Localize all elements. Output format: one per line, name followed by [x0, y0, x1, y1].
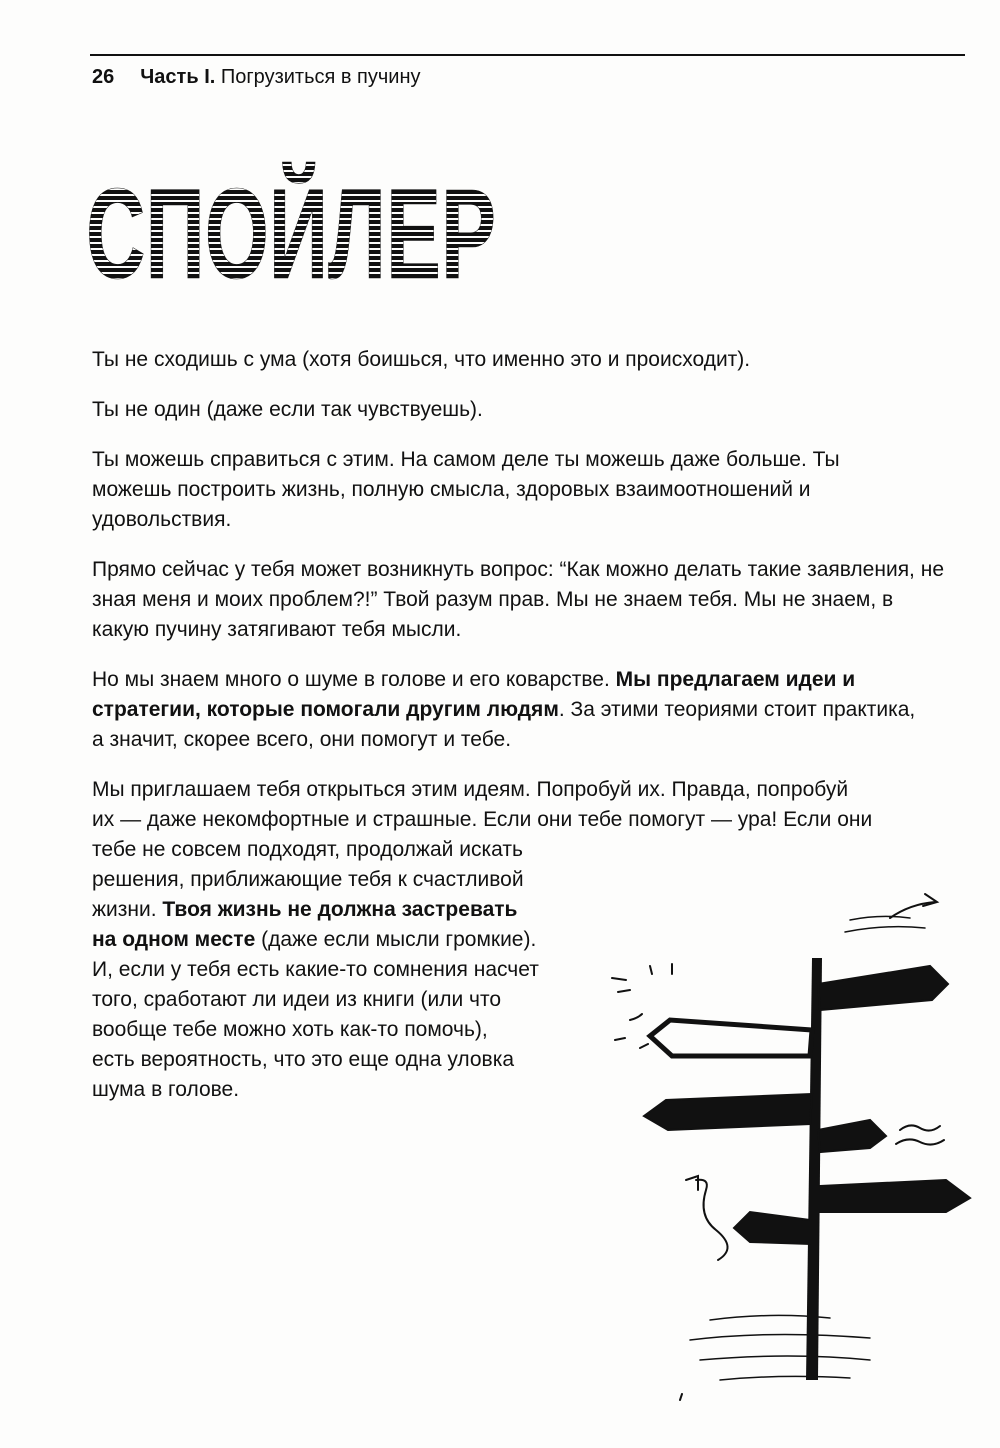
paragraph-6-bold-end: на одном месте	[92, 928, 256, 951]
paragraph-5-text-end: . За этими теориями стоит практика, а значит, скорее всего, они помогут и тебе.	[92, 698, 916, 751]
paragraph-3: Ты можешь справиться с этим. На самом деле ты можешь даже больше. Ты можешь построить жизнь, полную смысла, здоровых взаимоотношений и удовольствия.	[92, 448, 840, 531]
paragraph-6-line: тебе не совсем подходят, продолжай искать	[92, 838, 523, 861]
part-title: Погрузиться в пучину	[220, 66, 421, 88]
paragraph-6-text: жизни.	[92, 898, 163, 921]
chapter-title	[86, 148, 723, 306]
paragraph-6-line: их — даже некомфортные и страшные. Если они тебе помогут — ура! Если они	[92, 808, 873, 831]
paragraph-6-bold: Твоя жизнь не должна застревать	[162, 898, 518, 921]
paragraph-5	[92, 665, 922, 755]
paragraph-6-line: И, если у тебя есть какие-то сомнения насчет	[92, 958, 539, 981]
paragraph-6-line: того, сработают ли идеи из книги (или что	[92, 988, 502, 1011]
paragraph-4: Прямо сейчас у тебя может возникнуть вопрос: “Как можно делать такие заявления, не зная меня и моих проблем?!” Твой разум прав. Мы не знаем тебя. Мы не знаем, в какую пучину затягивают тебя мысли.	[92, 558, 945, 641]
running-head	[92, 64, 421, 90]
signpost-illustration	[600, 880, 1000, 1400]
paragraph-1: Ты не сходишь с ума (хотя боишься, что именно это и происходит).	[92, 348, 751, 371]
paragraph-6-line: Мы приглашаем тебя открыться этим идеям. Попробуй их. Правда, попробуй	[92, 778, 849, 801]
part-label: Часть I.	[140, 66, 216, 88]
paragraph-5-text: Но мы знаем много о шуме в голове и его коварстве.	[92, 668, 616, 691]
paragraph-6-text-end: (даже если мысли громкие).	[255, 928, 537, 951]
paragraph-5-bold: Мы предлагаем идеи и стратегии, которые помогали другим людям	[92, 668, 856, 721]
header-rule	[90, 54, 965, 56]
chapter-title-text: СПОЙЛЕР	[86, 163, 723, 306]
paragraph-6-line: шума в голове.	[92, 1078, 240, 1101]
paragraph-6-line: решения, приближающие тебя к счастливой	[92, 868, 524, 891]
paragraph-6-line: вообще тебе можно хоть как-то помочь),	[92, 1018, 488, 1041]
paragraph-6-line: есть вероятность, что это еще одна уловка	[92, 1048, 515, 1071]
page-number: 26	[92, 66, 115, 88]
paragraph-2: Ты не один (даже если так чувствуешь).	[92, 398, 483, 421]
